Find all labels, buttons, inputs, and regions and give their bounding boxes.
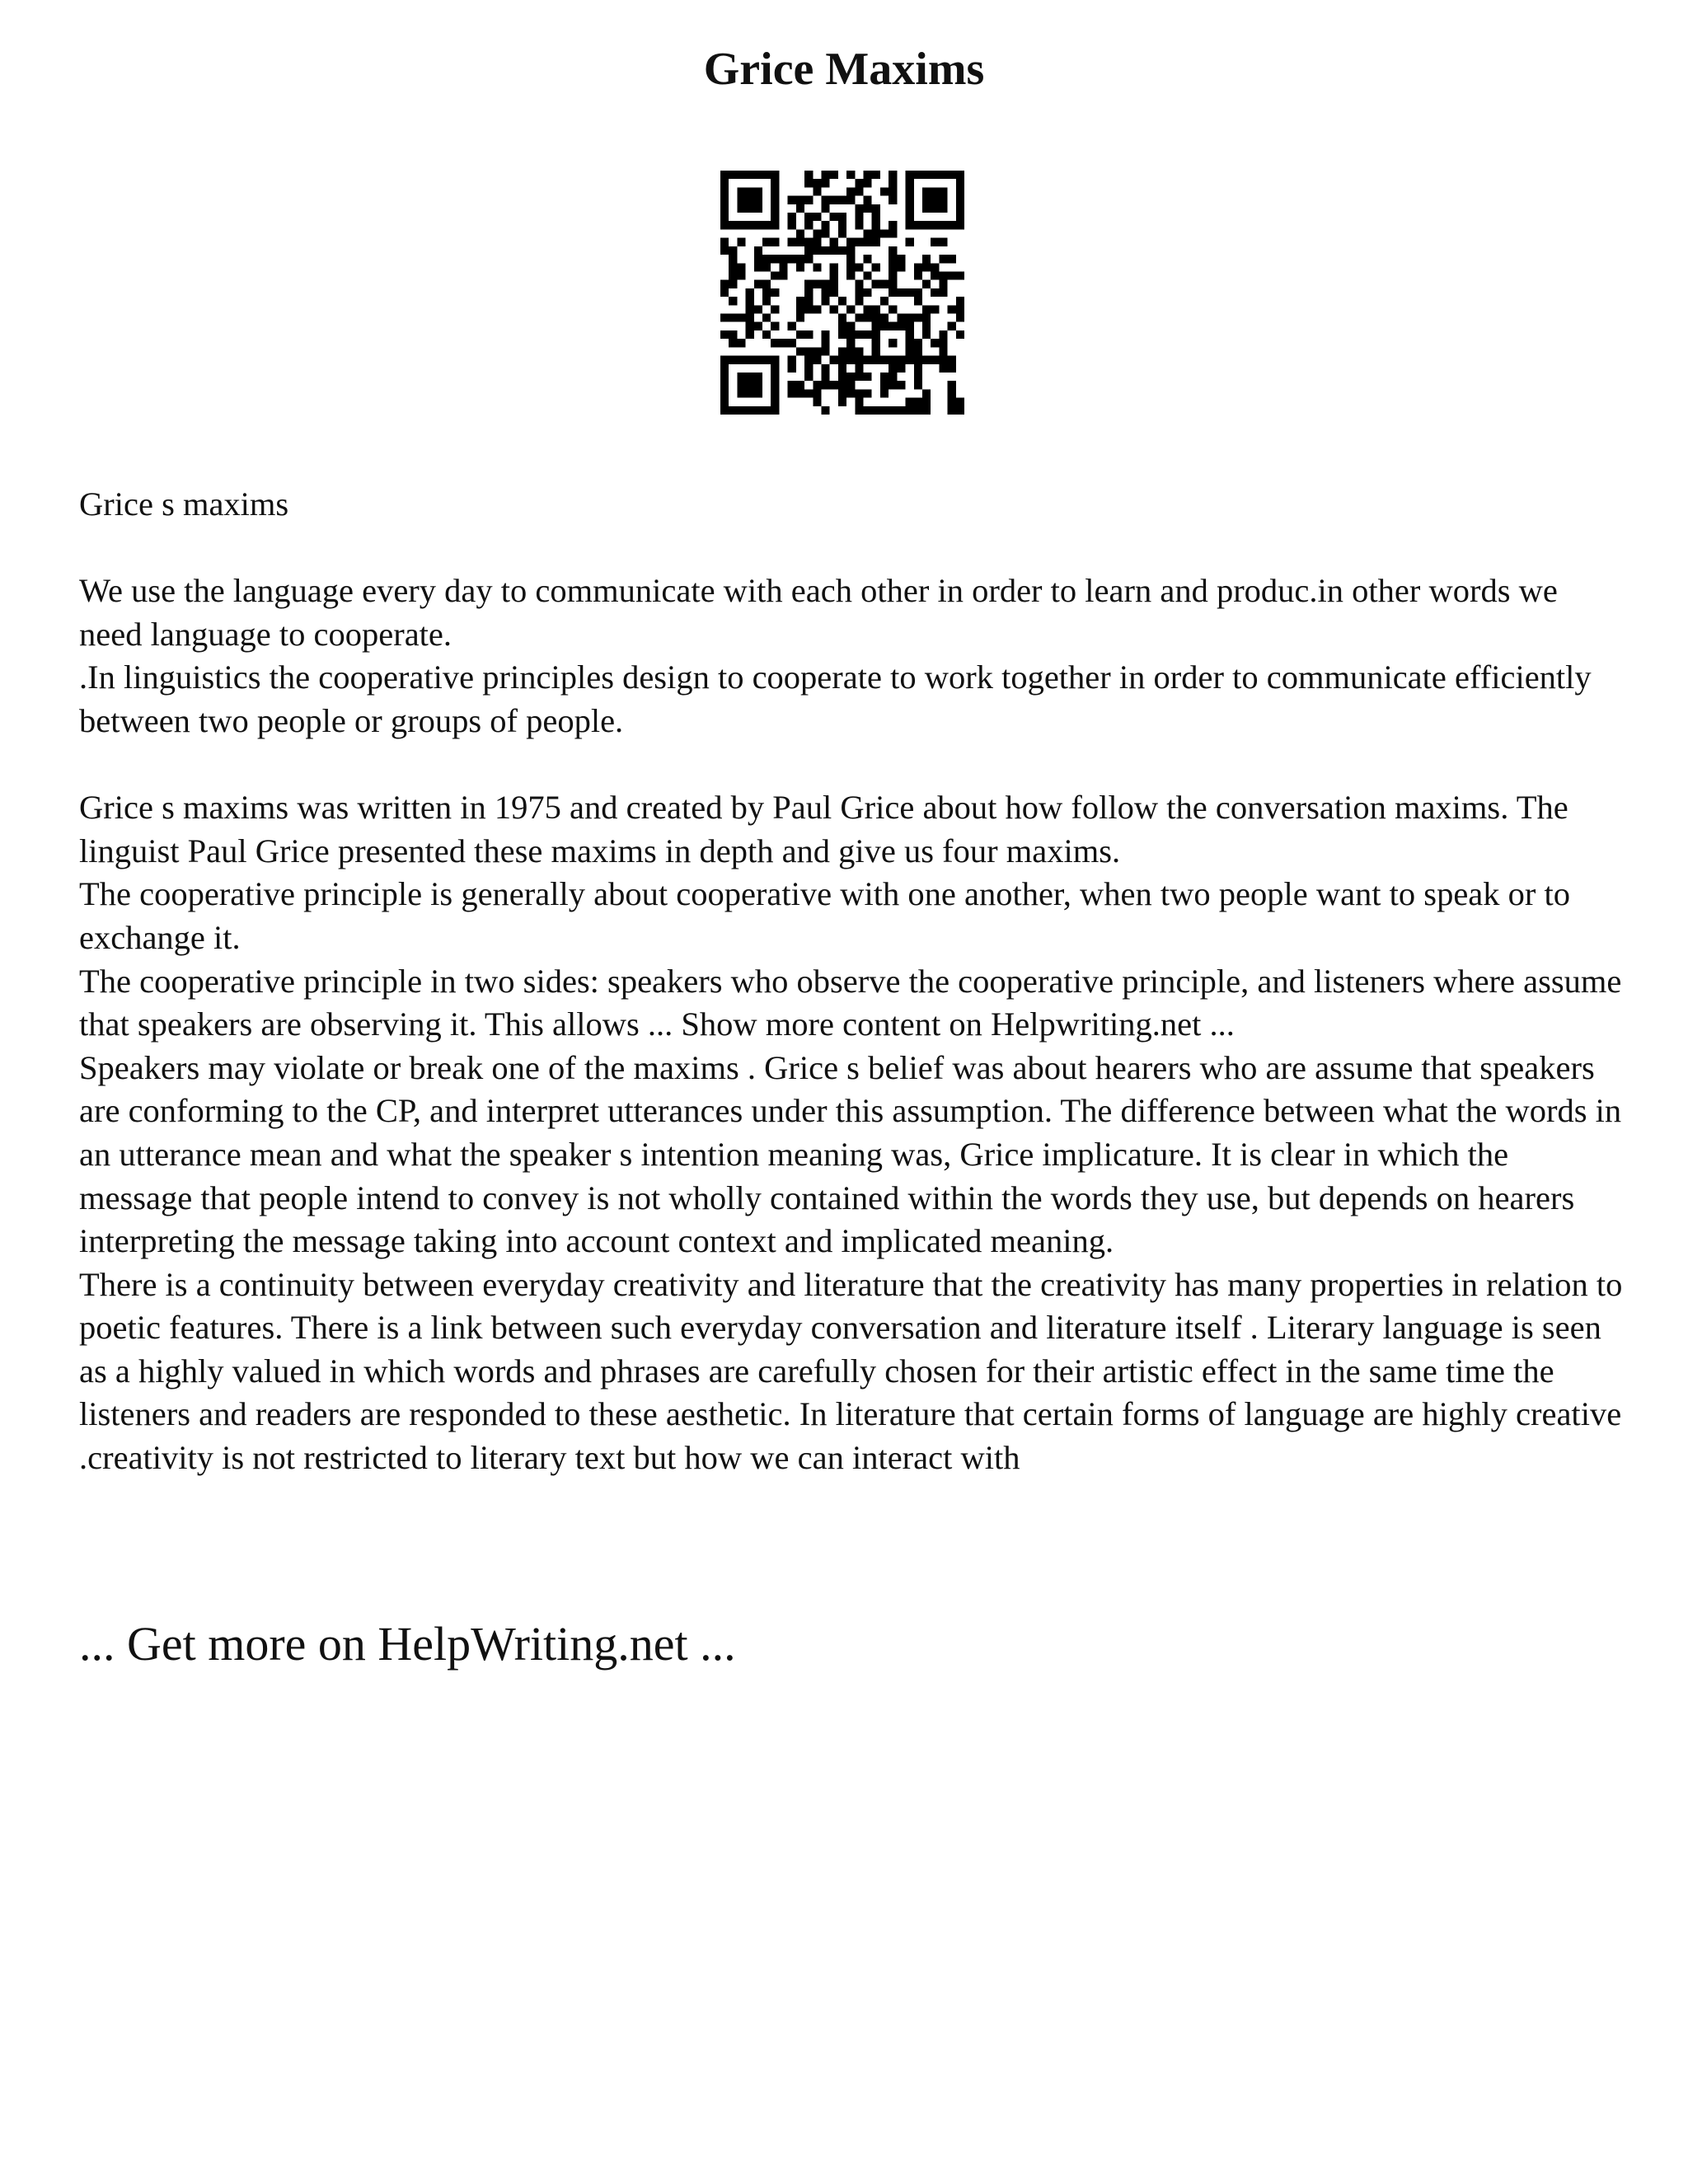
document-body	[79, 483, 1629, 1480]
page-title: Grice Maxims	[703, 44, 985, 95]
paragraph-intro: We use the language every day to communicate with each other in order to learn and produc.in other words we need language to cooperate. .In linguistics the cooperative principles design to cooperate to work together in order to communicate efficiently between two people or groups of people.	[79, 572, 1592, 739]
section-heading: Grice s maxims	[79, 485, 289, 523]
get-more-link[interactable]: ... Get more on HelpWriting.net ...	[79, 1617, 736, 1671]
qr-code-icon	[720, 171, 964, 415]
paragraph-main: Grice s maxims was written in 1975 and created by Paul Grice about how follow the conversation maxims. The linguist Paul Grice presented these maxims in depth and give us four maxims. The cooperative principle is generally about cooperative with one another, when two people want to speak or to exchange it. The cooperative principle in two sides: speakers who observe the cooperative principle, and listeners where assume that speakers are observing it. This allows ... Show more content on Helpwriting.net ... Speakers may violate or break one of the maxims . Grice s belief was about hearers who are assume that speakers are conforming to the CP, and interpret utterances under this assumption. The difference between what the words in an utterance mean and what the speaker s intention meaning was, Grice implicature. It is clear in which the message that people intend to convey is not wholly contained within the words they use, but depends on hearers interpreting the message taking into account context and implicated meaning. There is a continuity between everyday creativity and literature that the creativity has many properties in relation to poetic features. There is a link between such everyday conversation and literature itself . Literary language is seen as a highly valued in which words and phrases are carefully chosen for their artistic effect in the same time the listeners and readers are responded to these aesthetic. In literature that certain forms of language are highly creative .creativity is not restricted to literary text but how we can interact with	[79, 789, 1623, 1477]
